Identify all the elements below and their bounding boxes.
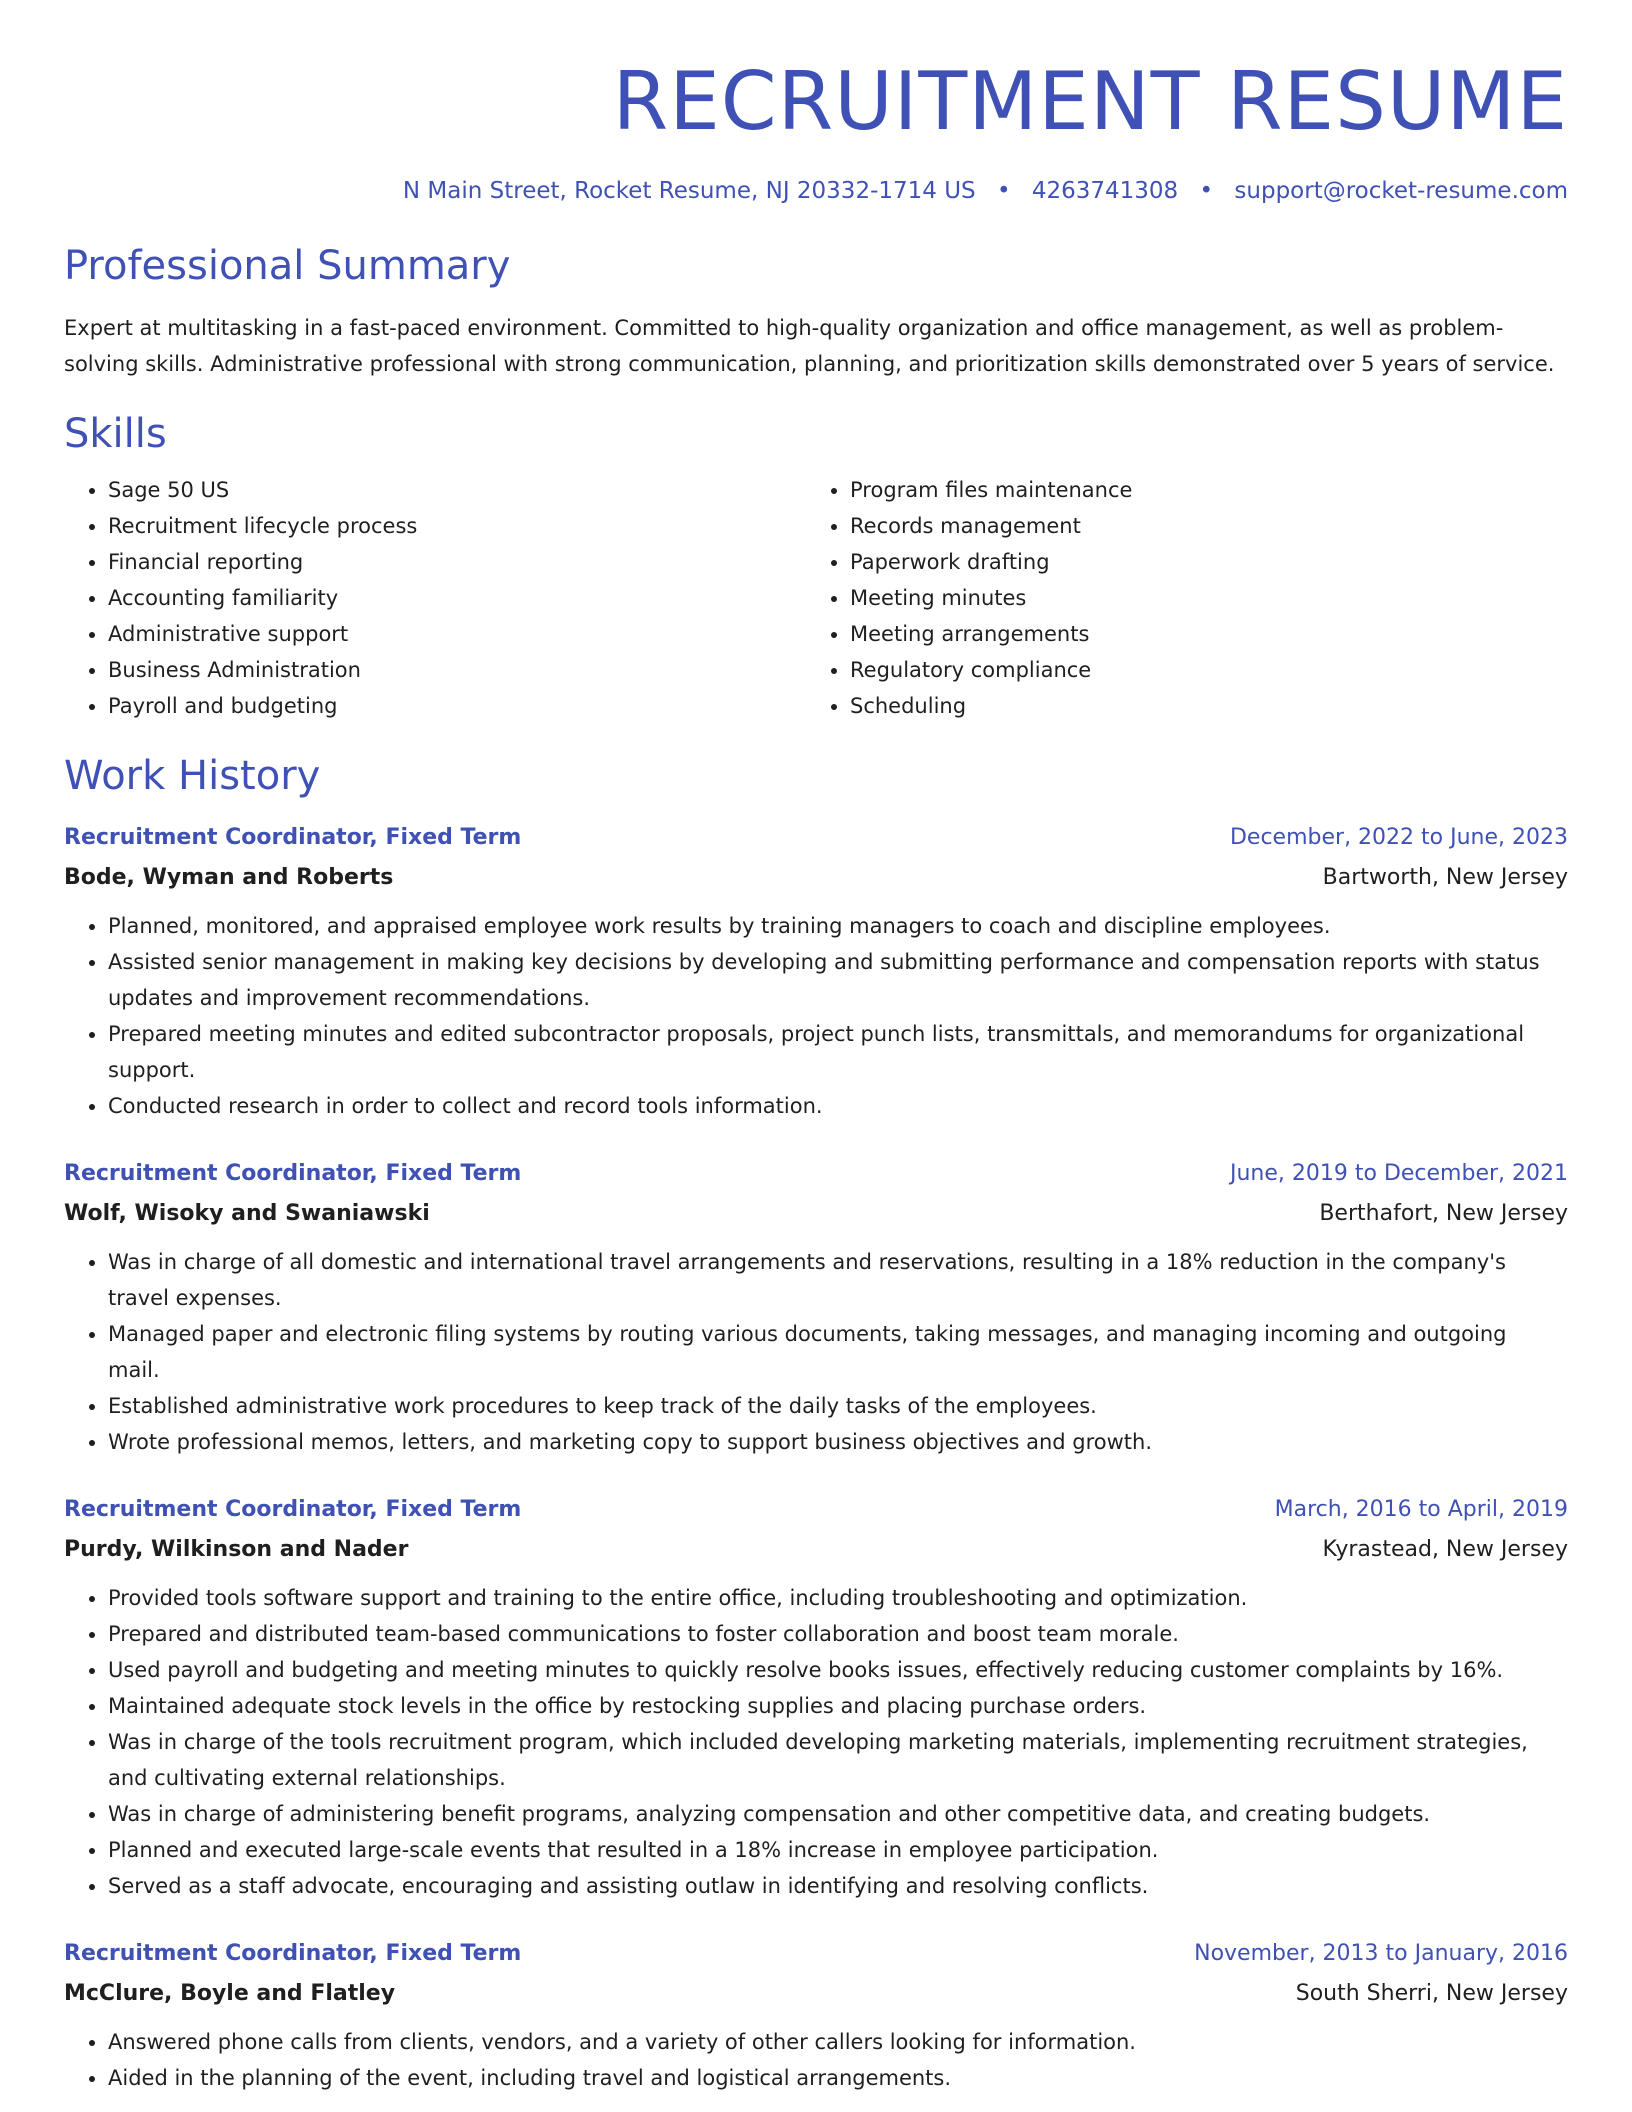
job-title: Recruitment Coordinator, Fixed Term	[64, 1497, 522, 1522]
contact-phone: 4263741308	[1031, 178, 1179, 204]
skill-item: • Regulatory compliance	[850, 652, 1548, 688]
contact-separator: •	[996, 178, 1011, 204]
job-company-row	[64, 1530, 1568, 1570]
skill-item: • Accounting familiarity	[108, 580, 806, 616]
job-title-row	[64, 1154, 1568, 1194]
job-bullet: • Served as a staff advocate, encouraging and assisting outlaw in identifying and resolving conflicts.	[108, 1868, 1568, 1904]
job-bullet: • Assisted senior management in making key decisions by developing and submitting performance and compensation reports with status updates and improvement recommendations.	[108, 944, 1568, 1016]
job-dates: March, 2016 to April, 2019	[1274, 1497, 1568, 1522]
summary-text: Expert at multitasking in a fast-paced environment. Committed to high-quality organization and office management, as well as problem-solving skills. Administrative professional with strong communication, planning, and prioritization skills demonstrated over 5 years of service.	[64, 316, 1555, 376]
job-bullet: • Established administrative work procedures to keep track of the daily tasks of the employees.	[108, 1388, 1568, 1424]
job-bullets	[64, 908, 1568, 1124]
summary-heading: Professional Summary	[64, 243, 511, 289]
job-title-row	[64, 1490, 1568, 1530]
contact-email: support@rocket-resume.com	[1234, 178, 1568, 204]
job-bullet: • Managed paper and electronic filing systems by routing various documents, taking messages, and managing incoming and outgoing mail.	[108, 1316, 1568, 1388]
skill-item: • Recruitment lifecycle process	[108, 508, 806, 544]
skills-heading: Skills	[64, 411, 167, 457]
skill-item: • Scheduling	[850, 688, 1548, 724]
skills-column-left	[64, 472, 806, 724]
skills-column-right	[806, 472, 1548, 724]
job-bullets	[64, 2024, 1568, 2096]
job-title: Recruitment Coordinator, Fixed Term	[64, 1161, 522, 1186]
job-title: Recruitment Coordinator, Fixed Term	[64, 825, 522, 850]
skill-item: • Payroll and budgeting	[108, 688, 806, 724]
job-dates: June, 2019 to December, 2021	[1229, 1161, 1568, 1186]
job-entry	[64, 1490, 1568, 1904]
contact-address: N Main Street, Rocket Resume, NJ 20332-1714 US	[402, 178, 976, 204]
job-location: South Sherri, New Jersey	[1295, 1981, 1568, 2006]
job-entry	[64, 1154, 1568, 1460]
job-company-row	[64, 1194, 1568, 1234]
job-bullet: • Conducted research in order to collect and record tools information.	[108, 1088, 1568, 1124]
skill-item: • Financial reporting	[108, 544, 806, 580]
job-location: Bartworth, New Jersey	[1322, 865, 1568, 890]
job-bullet: • Answered phone calls from clients, vendors, and a variety of other callers looking for information.	[108, 2024, 1568, 2060]
skills-list	[64, 472, 1568, 724]
job-bullet: • Aided in the planning of the event, including travel and logistical arrangements.	[108, 2060, 1568, 2096]
job-bullet: • Provided tools software support and training to the entire office, including troubleshooting and optimization.	[108, 1580, 1568, 1616]
job-bullet: • Was in charge of administering benefit programs, analyzing compensation and other competitive data, and creating budgets.	[108, 1796, 1568, 1832]
job-entry	[64, 1934, 1568, 2096]
job-company: Wolf, Wisoky and Swaniawski	[64, 1201, 430, 1226]
job-location: Kyrastead, New Jersey	[1322, 1537, 1568, 1562]
job-bullet: • Planned, monitored, and appraised employee work results by training managers to coach and discipline employees.	[108, 908, 1568, 944]
skill-item: • Administrative support	[108, 616, 806, 652]
job-company: Purdy, Wilkinson and Nader	[64, 1537, 409, 1562]
skill-item: • Paperwork drafting	[850, 544, 1548, 580]
job-bullet: • Wrote professional memos, letters, and marketing copy to support business objectives and growth.	[108, 1424, 1568, 1460]
skill-item: • Records management	[850, 508, 1548, 544]
skill-item: • Meeting minutes	[850, 580, 1548, 616]
resume-name: RECRUITMENT RESUME	[612, 55, 1568, 148]
job-company-row	[64, 1974, 1568, 2014]
job-bullet: • Maintained adequate stock levels in the office by restocking supplies and placing purchase orders.	[108, 1688, 1568, 1724]
job-location: Berthafort, New Jersey	[1319, 1201, 1568, 1226]
skill-item: • Meeting arrangements	[850, 616, 1548, 652]
job-bullet: • Planned and executed large-scale events that resulted in a 18% increase in employee participation.	[108, 1832, 1568, 1868]
job-bullet: • Was in charge of all domestic and international travel arrangements and reservations, resulting in a 18% reduction in the company's travel expenses.	[108, 1244, 1568, 1316]
job-bullet: • Used payroll and budgeting and meeting minutes to quickly resolve books issues, effectively reducing customer complaints by 16%.	[108, 1652, 1568, 1688]
skill-item: • Sage 50 US	[108, 472, 806, 508]
job-company-row	[64, 858, 1568, 898]
contact-separator: •	[1199, 178, 1214, 204]
job-dates: November, 2013 to January, 2016	[1194, 1941, 1568, 1966]
job-company: Bode, Wyman and Roberts	[64, 865, 394, 890]
work-history-heading: Work History	[64, 753, 321, 799]
job-bullet: • Prepared meeting minutes and edited subcontractor proposals, project punch lists, transmittals, and memorandums for organizational support.	[108, 1016, 1568, 1088]
job-title-row	[64, 1934, 1568, 1974]
job-company: McClure, Boyle and Flatley	[64, 1981, 396, 2006]
job-bullet: • Was in charge of the tools recruitment program, which included developing marketing materials, implementing recruitment strategies, and cultivating external relationships.	[108, 1724, 1568, 1796]
contact-line	[64, 178, 1568, 204]
job-entry	[64, 818, 1568, 1124]
skill-item: • Program files maintenance	[850, 472, 1548, 508]
skill-item: • Business Administration	[108, 652, 806, 688]
job-bullets	[64, 1244, 1568, 1460]
job-title-row	[64, 818, 1568, 858]
job-title: Recruitment Coordinator, Fixed Term	[64, 1941, 522, 1966]
job-bullets	[64, 1580, 1568, 1904]
job-dates: December, 2022 to June, 2023	[1229, 825, 1568, 850]
job-bullet: • Prepared and distributed team-based communications to foster collaboration and boost team morale.	[108, 1616, 1568, 1652]
